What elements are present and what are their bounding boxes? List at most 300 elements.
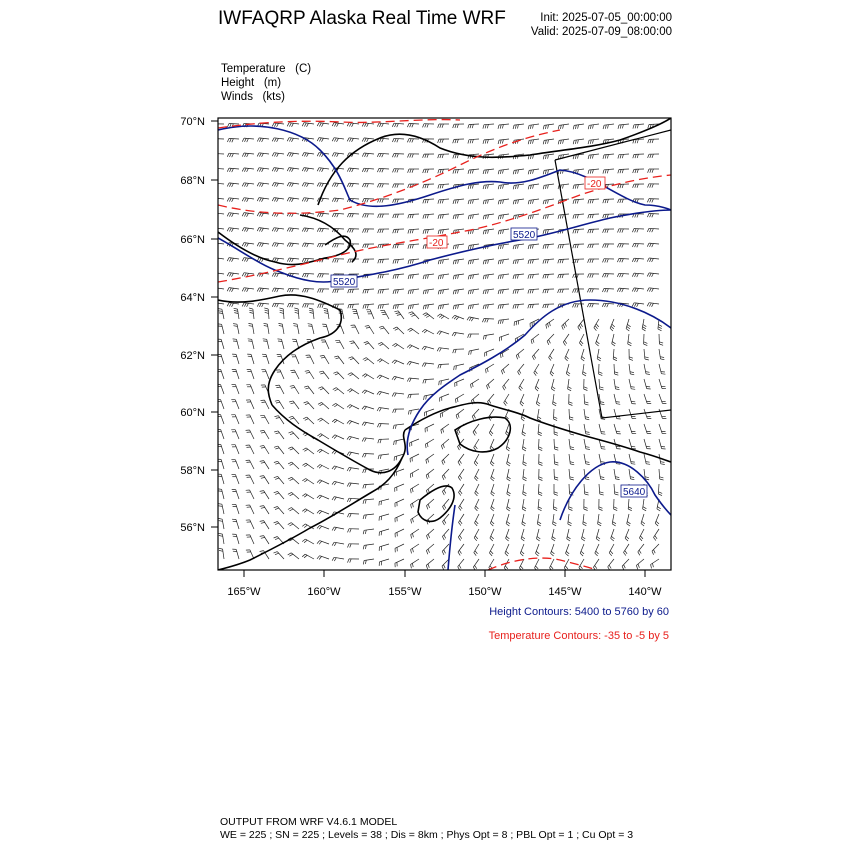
wind-barb-feather [545,125,546,129]
wind-barb-feather [302,183,304,187]
wind-barb-feather [377,123,379,127]
wind-barb-feather [219,521,223,522]
wind-barb [214,198,224,199]
wind-barb-feather [244,273,246,277]
wind-barb-feather [320,228,322,232]
wind-barb-feather [635,184,636,188]
wind-barb-feather [318,304,319,308]
wind-barb-feather [318,289,320,293]
wind-barb-feather [378,260,379,264]
wind-barb-feather [378,342,382,344]
wind-barb-feather [442,154,443,158]
wind-barb-feather [652,303,654,307]
wind-barb [454,259,464,260]
wind-barb-feather [379,392,381,395]
wind-barb-feather [455,155,456,159]
wind-barb-feather [365,545,366,549]
wind-barb-feather [349,390,352,392]
wind-barb-feather [455,139,456,143]
wind-barb-feather [441,430,442,434]
wind-barb-feather [513,260,514,264]
wind-barb-feather [367,214,369,218]
wind-barb-feather [290,304,292,308]
wind-barb [292,477,299,484]
wind-barb-feather [332,542,334,545]
wind-barb [379,544,389,547]
wind-barb-feather [622,199,623,203]
wind-barb-feather [475,551,478,554]
wind-barb [353,341,359,349]
wind-barb-feather [570,477,574,478]
wind-barb-feather [380,344,384,346]
wind-barb-feather [304,495,307,497]
wind-barb-feather [320,289,322,293]
wind-barb-feather [322,168,324,172]
wind-barb-feather [554,479,558,480]
wind-barb-feather [570,449,574,450]
wind-barb-feather [332,450,335,453]
wind-barb-feather [393,290,394,294]
wind-barb [439,364,449,365]
wind-barb-feather [560,274,561,278]
wind-barb-feather [426,565,427,569]
wind-barb-feather [302,554,305,557]
wind-barb-feather [548,125,549,129]
wind-barb-feather [617,258,619,262]
wind-barb-feather [569,404,573,406]
wind-barb-feather [274,522,278,523]
wind-barb-feather [424,396,425,400]
wind-barb-feather [631,464,635,465]
wind-barb-feather [625,551,627,554]
wind-barb-feather [588,274,590,278]
wind-barb-feather [453,290,454,294]
wind-barb [604,139,614,140]
wind-barb [294,370,299,379]
wind-barb-feather [317,495,320,498]
wind-barb [222,519,224,529]
wind-barb-feather [364,138,366,142]
wind-barb-feather [292,304,294,308]
wind-barb-feather [440,139,441,143]
wind-barb-feather [583,374,587,376]
wind-barb [659,424,662,434]
wind-barb-feather [500,260,501,264]
wind-barb-feather [515,185,516,189]
wind-barb-feather [319,556,322,559]
wind-barb-feather [581,359,584,361]
wind-barb-feather [543,185,544,189]
wind-barb [458,469,464,477]
wind-barb-feather [232,258,234,262]
wind-barb-feather [560,259,561,263]
wind-barb-feather [528,170,529,174]
wind-barb-feather [319,496,322,499]
wind-barb [379,259,389,260]
wind-barb [559,244,569,245]
wind-barb-feather [648,139,649,143]
wind-barb-feather [379,360,382,362]
wind-barb-feather [596,343,599,346]
wind-barb-feather [457,398,458,402]
wind-barb-feather [382,229,383,233]
wind-barb-feather [274,507,278,508]
wind-barb-feather [427,536,428,540]
wind-barb [409,304,419,305]
wind-barb-feather [583,524,587,526]
wind-barb-feather [537,537,540,539]
kotzebue-sound [300,215,356,262]
wind-barb-feather [558,274,559,278]
wind-barb-feather [425,230,426,234]
wind-barb [604,288,614,289]
wind-barb [250,430,254,439]
wind-barb [474,544,479,553]
plot-title: IWFAQRP Alaska Real Time WRF [218,8,506,29]
wind-barb-feather [318,387,322,389]
wind-barb-feather [277,198,279,202]
wind-barb-feather [491,446,494,449]
wind-barb-feather [289,168,291,172]
wind-barb-feather [600,494,604,495]
wind-barb-feather [319,153,321,157]
wind-barb-feather [302,479,305,481]
wind-barb [589,199,599,200]
wind-barb-feather [380,424,382,428]
wind-barb-feather [410,245,411,249]
wind-barb [426,484,434,491]
wind-barb-feather [219,536,223,537]
wind-barb-feather [601,434,605,435]
wind-barb-feather [488,260,489,264]
wind-barb-feather [392,123,394,127]
wind-barb [529,139,539,140]
wind-barb-feather [367,229,369,233]
wind-barb-feather [554,447,558,448]
wind-barb-feather [350,544,352,548]
wind-barb-feather [289,123,291,127]
wind-barb [622,559,629,566]
wind-barb [267,339,269,349]
wind-barb-feather [334,405,337,407]
wind-barb-feather [543,304,544,308]
lon-axis [244,570,645,577]
wind-barb-feather [319,450,322,453]
wind-barb [439,229,449,230]
wind-barb [289,288,299,289]
wind-barb-feather [643,325,646,327]
wind-barb [471,394,479,401]
wind-barb-feather [454,333,456,337]
wind-barb [409,229,419,230]
wind-barb-feather [319,541,322,544]
wind-barb-feather [440,364,441,368]
wind-barb-feather [536,404,539,406]
wind-barb-feather [412,563,413,567]
wind-barb [409,244,419,245]
wind-barb-feather [545,245,546,249]
wind-barb-feather [458,245,459,249]
wind-barb [394,138,404,139]
wind-barb [488,394,495,402]
wind-barb-feather [427,184,428,188]
wind-barb-feather [348,259,349,263]
wind-barb-feather [470,260,471,264]
wind-barb [229,124,239,125]
wind-barb-feather [650,169,651,173]
wind-barb-feather [319,371,323,372]
wind-barb-feather [595,565,597,568]
wind-barb-feather [635,229,637,233]
wind-barb-feather [468,245,469,249]
wind-barb-feather [543,245,544,249]
wind-barb-feather [319,435,322,437]
wind-barb-feather [622,274,624,278]
wind-barb [454,289,464,290]
wind-barb [544,169,554,170]
wind-barb-feather [607,274,609,278]
wind-barb-feather [566,553,569,556]
wind-barb-feather [277,168,279,172]
wind-barb-feather [365,214,367,218]
wind-barb-feather [605,259,607,263]
wind-barb [221,474,224,484]
wind-barb-feather [362,168,364,172]
wind-barb-feather [382,259,383,263]
wind-barb-feather [317,556,320,559]
wind-barb-feather [570,447,574,448]
wind-barb-feather [642,329,645,331]
wind-barb-feather [332,497,334,500]
wind-barb-feather [367,169,369,173]
wind-barb-feather [422,363,424,367]
wind-barb [394,244,404,245]
wind-barb [504,394,509,403]
wind-barb [279,385,284,394]
wind-barb-feather [632,243,634,247]
wind-barb-feather [490,538,493,541]
wind-barb-feather [272,138,274,142]
wind-barb-feather [459,507,461,510]
wind-barb [410,345,419,349]
wind-barb-feather [500,140,501,144]
wind-barb-feather [332,481,334,484]
wind-barb-feather [302,243,304,247]
wind-barb-feather [528,200,529,204]
wind-barb [424,199,434,200]
wind-barb-feather [585,432,589,433]
wind-barb-feather [426,475,427,479]
wind-barb-feather [626,329,629,331]
wind-barb-feather [596,341,599,344]
wind-barb-feather [442,230,443,234]
wind-barb-feather [411,535,412,539]
kodiak-island [418,486,454,521]
lon-tick-label: 150°W [468,586,502,598]
wind-barb-feather [441,381,442,385]
wind-barb [499,304,509,305]
wind-barb-feather [363,259,364,263]
wind-barb [569,469,570,479]
wind-barb [569,439,570,449]
wind-barb-feather [288,523,292,525]
wind-barb-feather [382,290,383,294]
wind-barb-feather [362,138,364,142]
wind-barb-feather [498,215,499,219]
wind-barb-feather [601,462,605,463]
wind-barb-feather [335,198,337,202]
wind-barb-feather [608,125,609,129]
wind-barb [349,198,359,199]
wind-barb-feather [362,438,364,442]
wind-barb-feather [274,258,276,262]
wind-barb [475,514,480,523]
wind-barb-feather [592,199,593,203]
wind-barb-feather [605,289,607,293]
wind-barb-feather [242,153,244,157]
wind-barb [305,539,314,544]
wind-barb-feather [395,184,397,188]
wind-barb-feather [637,229,639,233]
wind-barb [609,544,614,553]
wind-barb-feather [585,492,589,493]
wind-barb [619,273,629,274]
wind-barb-feather [523,507,526,509]
wind-barb-feather [423,245,424,249]
wind-barb-feather [412,315,416,317]
wind-barb-feather [637,303,639,307]
wind-barb-feather [473,290,474,294]
wind-barb-feather [410,275,411,279]
wind-barb-feather [607,199,608,203]
wind-barb-feather [307,168,309,172]
wind-barb-feather [365,484,366,488]
wind-barb-feather [289,432,293,434]
wind-barb [634,258,644,259]
wind-barb [349,304,359,305]
wind-barb [458,544,464,552]
wind-barb [454,364,464,366]
wind-barb-feather [423,184,424,188]
wind-barb-feather [426,460,427,464]
wind-barb [379,304,389,305]
wind-barb-feather [558,185,559,189]
wind-barb-feather [645,477,649,478]
wind-barb-feather [503,200,504,204]
wind-barb-feather [392,393,394,397]
wind-barb-feather [307,123,309,127]
wind-barb [516,349,524,355]
wind-barb-feather [337,289,338,293]
wind-barb [309,371,314,380]
wind-barb [236,549,239,559]
wind-barb-feather [365,469,366,473]
wind-barb-feather [332,153,334,157]
wind-barb-feather [650,214,652,218]
wind-barb-feather [533,170,534,174]
wind-barb-feather [648,184,650,188]
wind-barb [659,349,661,359]
wind-barb-feather [262,213,264,217]
wind-barb [238,309,240,319]
wind-barb-feather [232,198,234,202]
wind-barb-feather [274,168,276,172]
wind-barb [489,409,495,417]
wind-barb-feather [335,289,336,293]
wind-barb-feather [539,462,543,464]
wind-barb [334,244,344,245]
wind-barb [439,304,449,305]
wind-barb-feather [397,199,398,203]
wind-barb [584,484,585,494]
lon-tick-label: 145°W [548,586,582,598]
wind-barb-feather [352,214,354,218]
wind-barb-feather [453,155,454,159]
wind-barb-feather [304,402,308,403]
wind-barb [236,385,240,394]
wind-barb-feather [536,553,539,556]
wind-barb-feather [412,245,413,249]
wind-barb [292,462,299,469]
wind-barb [559,214,569,215]
wind-barb-feather [382,139,384,143]
wind-barb-feather [277,304,279,308]
wind-barb-feather [367,138,369,142]
wind-barb-feather [392,154,394,158]
wind-barb [349,498,359,499]
wind-barb-feather [349,357,353,359]
wind-barb [291,553,299,559]
wind-barb-feather [347,498,349,502]
wind-barb-feather [409,312,413,314]
wind-barb-feather [348,529,350,533]
wind-barb-feather [287,303,289,307]
wind-barb [336,403,344,409]
wind-barb-feather [602,274,604,278]
wind-barb-feather [503,275,504,279]
wind-barb-feather [408,411,409,415]
arctic-coast [318,118,671,205]
wind-barb-feather [595,553,598,556]
wind-barb-feather [260,461,264,462]
wind-barb-feather [532,357,534,361]
wind-barb-feather [453,215,454,219]
wind-barb-feather [468,305,469,309]
wind-barb [395,529,404,533]
wind-barb-feather [302,524,305,527]
wind-barb-feather [483,305,484,309]
wind-barb [250,475,254,484]
wind-barb-feather [309,308,313,309]
wind-barb-feather [498,320,499,324]
wind-barb-feather [410,305,411,309]
wind-barb-feather [578,140,579,144]
wind-barb [562,319,569,326]
wind-barb [364,484,374,485]
wind-barb-feather [616,464,620,465]
wind-barb-feather [393,199,394,203]
wind-barb-feather [547,230,548,234]
wind-barb-feather [658,329,662,331]
wind-barb [268,309,269,319]
wind-barb-feather [319,466,322,469]
wind-barb-feather [612,324,615,327]
wind-barb-feather [422,329,425,332]
wind-barb-feather [538,494,542,496]
wind-barb-feather [516,355,517,359]
height-label: 5640 [623,487,646,498]
wind-barb-feather [363,305,364,309]
